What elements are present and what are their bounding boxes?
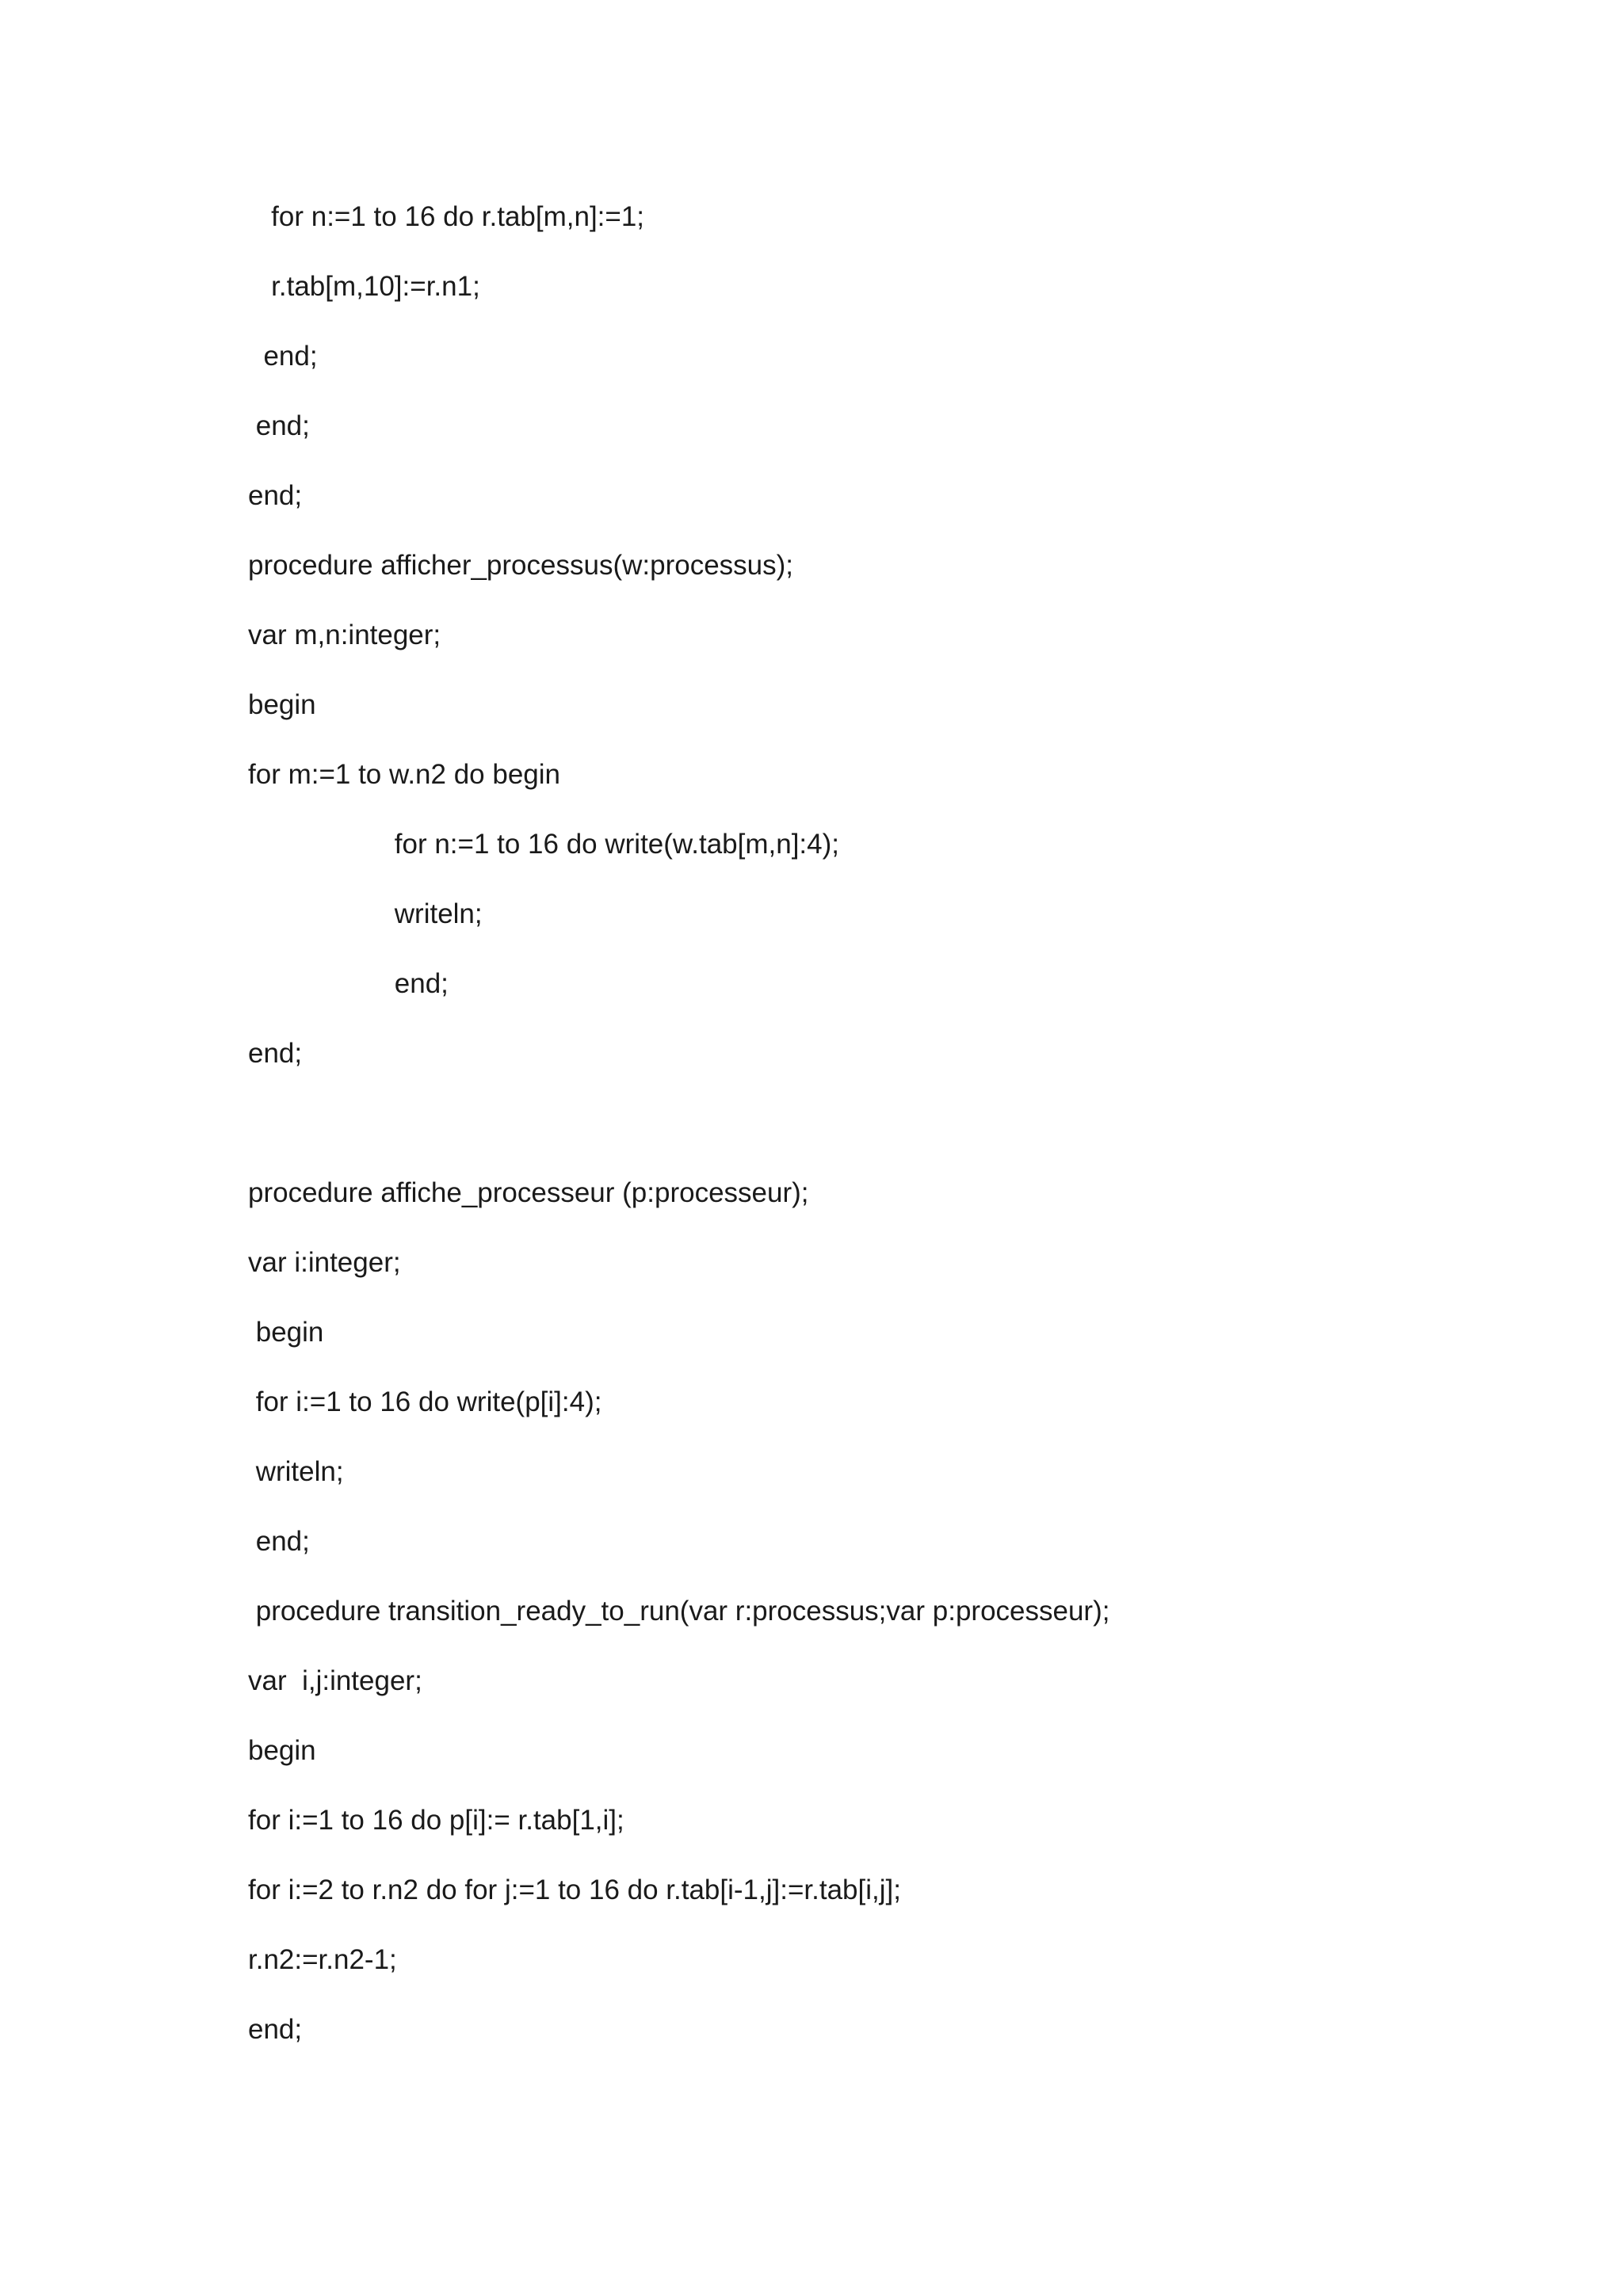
code-line: r.n2:=r.n2-1; — [248, 1944, 397, 1975]
code-line: for n:=1 to 16 do write(w.tab[m,n]:4); — [248, 829, 840, 860]
code-line: begin — [248, 689, 316, 720]
code-line: end; — [248, 968, 449, 999]
code-line: for m:=1 to w.n2 do begin — [248, 759, 561, 790]
code-line: for i:=1 to 16 do p[i]:= r.tab[1,i]; — [248, 1805, 624, 1836]
code-line: end; — [248, 2014, 303, 2045]
code-line: for i:=2 to r.n2 do for j:=1 to 16 do r.tab[i-1,j]:=r.tab[i,j]; — [248, 1875, 901, 1905]
code-line: procedure transition_ready_to_run(var r:processus;var p:processeur); — [248, 1596, 1110, 1627]
code-line: procedure afficher_processus(w:processus); — [248, 550, 794, 581]
code-line: procedure affiche_processeur (p:processeur); — [248, 1177, 809, 1208]
code-line: end; — [248, 1526, 310, 1557]
code-line: var i,j:integer; — [248, 1665, 422, 1696]
code-line: writeln; — [248, 898, 483, 929]
code-line: begin — [248, 1317, 324, 1348]
code-line: end; — [248, 480, 303, 511]
code-line: var i:integer; — [248, 1247, 401, 1278]
code-line: var m,n:integer; — [248, 620, 441, 650]
code-line: end; — [248, 341, 318, 372]
code-line: writeln; — [248, 1456, 344, 1487]
code-line: for n:=1 to 16 do r.tab[m,n]:=1; — [248, 201, 645, 232]
code-line: r.tab[m,10]:=r.n1; — [248, 271, 480, 302]
code-line: begin — [248, 1735, 316, 1766]
code-line: for i:=1 to 16 do write(p[i]:4); — [248, 1386, 602, 1417]
code-line: end; — [248, 1038, 303, 1069]
code-line: end; — [248, 410, 310, 441]
